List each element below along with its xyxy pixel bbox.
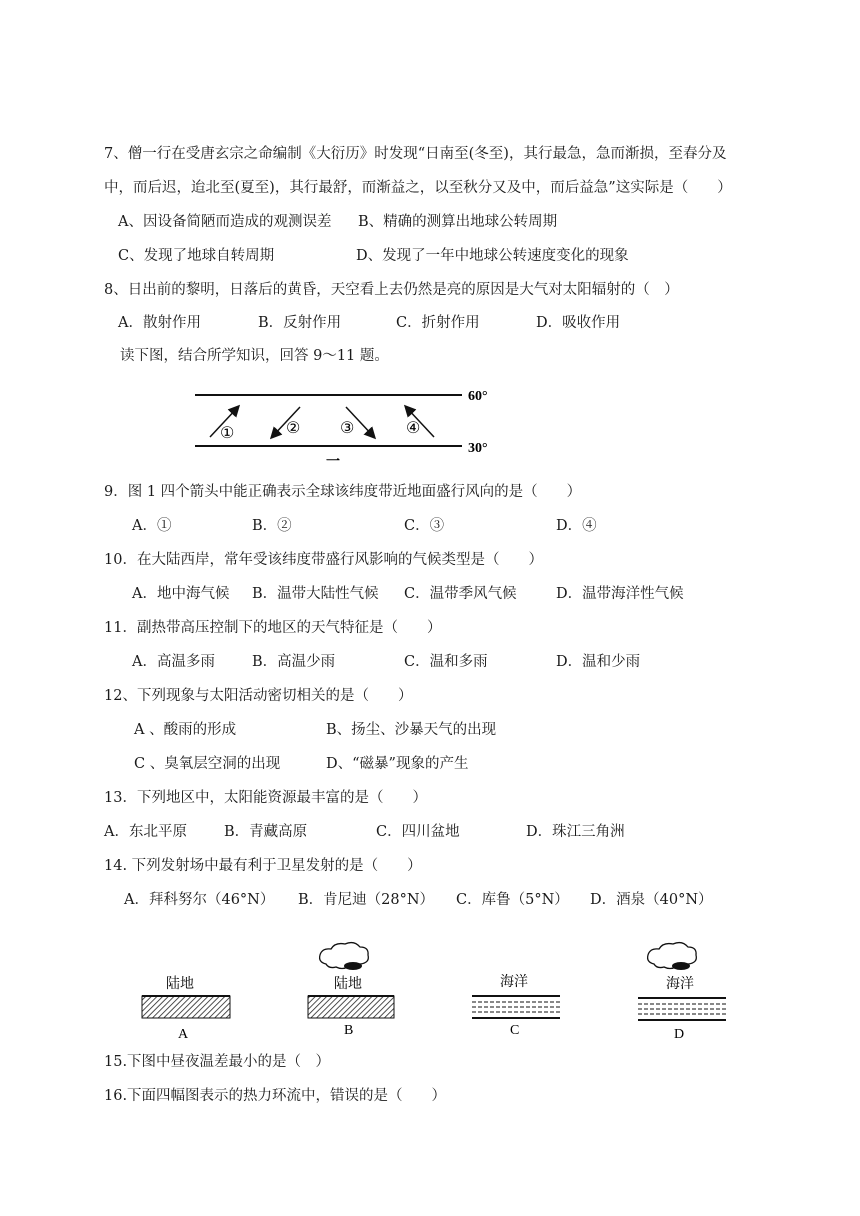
- q11-option-d: D．温和少雨: [556, 654, 641, 670]
- panel-d-label: 海洋: [666, 977, 694, 992]
- q8-option-a: A．散射作用: [118, 315, 201, 331]
- q14-stem: 14. 下列发射场中最有利于卫星发射的是（ ）: [104, 858, 422, 874]
- arrow-2-label: ②: [286, 420, 301, 437]
- q16-stem: 16.下面四幅图表示的热力环流中，错误的是（ ）: [104, 1088, 447, 1104]
- q12-stem: 12、下列现象与太阳活动密切相关的是（ ）: [104, 688, 413, 704]
- q7-option-a: A、因设备简陋而造成的观测误差: [118, 214, 332, 230]
- q7-stem-line2: 中，而后迟，迨北至(夏至)，其行最舒，而渐益之，以至秋分又及中，而后益急”这实际是（ ）: [104, 180, 732, 196]
- q9-option-c: C．③: [404, 518, 445, 534]
- q10-option-b: B．温带大陆性气候: [252, 586, 379, 602]
- q9-option-d: D．④: [556, 518, 597, 534]
- q14-option-b: B．肯尼迪（28°N）: [298, 892, 435, 908]
- q11-option-c: C．温和多雨: [404, 654, 488, 670]
- figure-1-caption: 一: [326, 455, 340, 470]
- arrow-1-label: ①: [220, 425, 235, 442]
- q8-stem: 8、日出前的黎明，日落后的黄昏，天空看上去仍然是亮的原因是大气对太阳辐射的（ ）: [104, 282, 679, 298]
- q10-option-c: C．温带季风气候: [404, 586, 517, 602]
- panel-b-label: 陆地: [334, 977, 362, 992]
- panel-a-letter: A: [178, 1027, 189, 1042]
- wind-belt-figure: [190, 380, 510, 470]
- panel-c-sea: [472, 974, 560, 1038]
- q8-option-c: C．折射作用: [396, 315, 480, 331]
- q9-option-a: A．①: [132, 518, 172, 534]
- panel-a-land: [142, 975, 230, 1042]
- panel-d-letter: D: [674, 1027, 685, 1042]
- q10-stem: 10．在大陆西岸，常年受该纬度带盛行风影响的气候类型是（ ）: [104, 552, 543, 568]
- q14-option-a: A．拜科努尔（46°N）: [124, 892, 275, 908]
- q12-option-b: B、扬尘、沙暴天气的出现: [326, 722, 497, 738]
- q15-stem: 15.下图中昼夜温差最小的是（ ）: [104, 1054, 331, 1070]
- latitude-30-label: 30°: [468, 441, 488, 456]
- q9-stem: 9．图 1 四个箭头中能正确表示全球该纬度带近地面盛行风向的是（ ）: [104, 484, 582, 500]
- q12-option-a: A 、酸雨的形成: [134, 722, 237, 738]
- q13-option-c: C．四川盆地: [376, 824, 460, 840]
- q12-option-c: C 、臭氧层空洞的出现: [134, 756, 281, 772]
- panel-d-sea-cloud: [638, 943, 726, 1042]
- q8-option-b: B．反射作用: [258, 315, 342, 331]
- panel-b-letter: B: [344, 1023, 354, 1038]
- q7-option-c: C、发现了地球自转周期: [118, 248, 275, 264]
- q14-option-d: D．酒泉（40°N）: [590, 892, 713, 908]
- q13-stem: 13．下列地区中，太阳能资源最丰富的是（ ）: [104, 790, 427, 806]
- panel-b-land-cloud: [308, 943, 394, 1038]
- q7-stem-line1: 7、僧一行在受唐玄宗之命编制《大衍历》时发现“日南至(冬至)，其行最急，急而渐损，至春分及: [104, 146, 727, 162]
- q10-option-a: A．地中海气候: [132, 586, 230, 602]
- arrow-3-label: ③: [340, 420, 355, 437]
- q7-option-b: B、精确的测算出地球公转周期: [358, 214, 558, 230]
- land-sea-figure: [130, 938, 740, 1044]
- q13-option-a: A．东北平原: [104, 824, 187, 840]
- q9-option-b: B．②: [252, 518, 292, 534]
- panel-a-label: 陆地: [166, 977, 194, 992]
- q10-option-d: D．温带海洋性气候: [556, 586, 684, 602]
- q11-option-a: A．高温多雨: [132, 654, 215, 670]
- read-note: 读下图，结合所学知识，回答 9～11 题。: [120, 348, 389, 364]
- panel-c-label: 海洋: [500, 975, 528, 990]
- q13-option-d: D．珠江三角洲: [526, 824, 625, 840]
- q13-option-b: B．青藏高原: [224, 824, 308, 840]
- panel-c-letter: C: [510, 1023, 520, 1038]
- q8-option-d: D．吸收作用: [536, 315, 621, 331]
- q11-stem: 11．副热带高压控制下的地区的天气特征是（ ）: [104, 620, 442, 636]
- q12-option-d: D、“磁暴”现象的产生: [326, 756, 469, 772]
- q11-option-b: B．高温少雨: [252, 654, 336, 670]
- arrow-4-label: ④: [406, 420, 421, 437]
- latitude-60-label: 60°: [468, 389, 488, 404]
- q7-option-d: D、发现了一年中地球公转速度变化的现象: [356, 248, 629, 264]
- q14-option-c: C．库鲁（5°N）: [456, 892, 569, 908]
